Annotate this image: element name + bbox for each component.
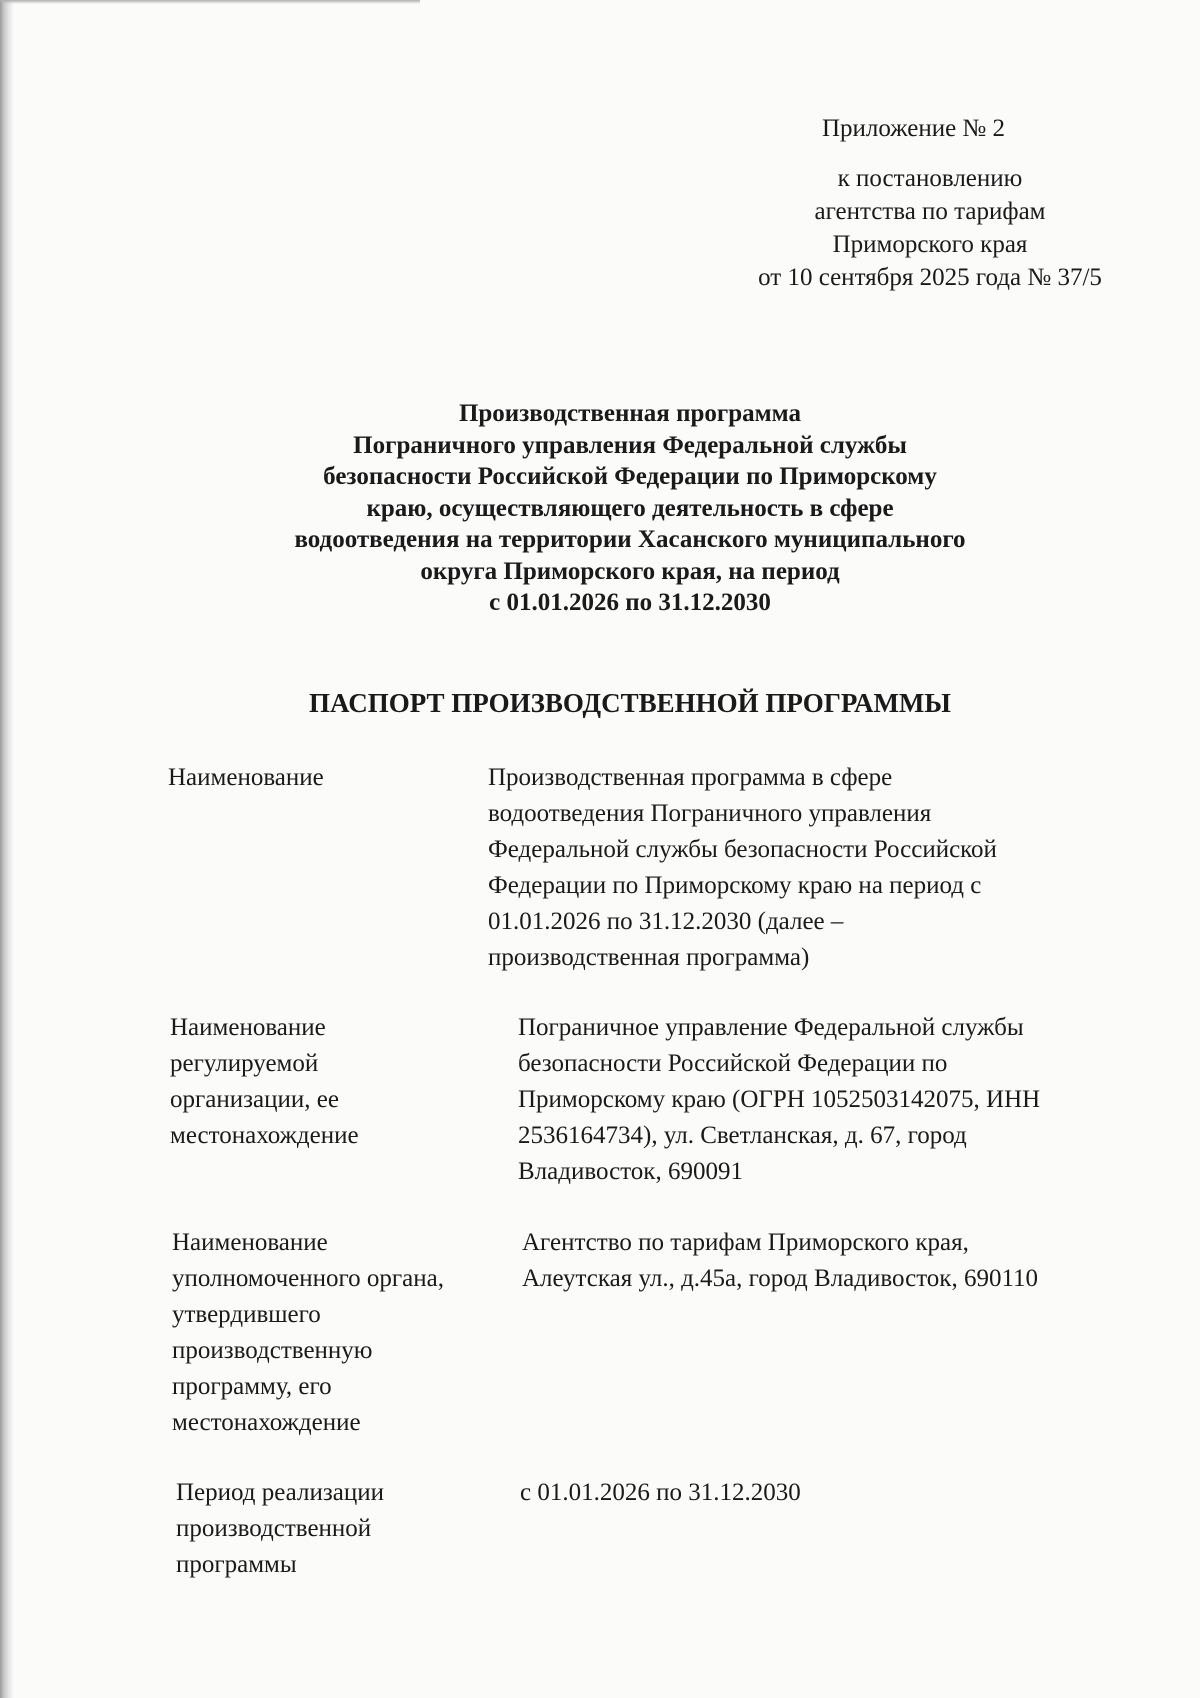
label-line: Период реализации xyxy=(176,1479,384,1506)
label-line: Наименование xyxy=(172,1229,328,1256)
title-line: Производственная программа xyxy=(458,400,802,427)
title-line: безопасности Российской Федерации по Приморскому xyxy=(323,463,937,490)
value-line: 01.01.2026 по 31.12.2030 (далее – xyxy=(488,908,844,935)
value-line: безопасности Российской Федерации по xyxy=(518,1050,948,1077)
row-value xyxy=(522,1225,1132,1297)
label-line: утвердившего xyxy=(172,1301,321,1328)
appendix-details xyxy=(700,162,1160,294)
value-line: водоотведения Пограничного управления xyxy=(488,800,932,827)
value-line: производственная программа) xyxy=(488,944,810,971)
label-line: производственную xyxy=(172,1337,373,1364)
label-line: местонахождение xyxy=(172,1409,361,1436)
label-line: программу, его xyxy=(172,1373,332,1400)
label-line: производственной xyxy=(176,1515,372,1542)
label-line: Наименование xyxy=(168,764,324,791)
row-value xyxy=(520,1475,1130,1511)
title-line: с 01.01.2026 по 31.12.2030 xyxy=(489,589,771,616)
scan-edge-left xyxy=(0,0,14,1698)
row-value xyxy=(518,1010,1128,1190)
value-line: 2536164734), ул. Светланская, д. 67, город xyxy=(518,1122,967,1149)
appendix-line: Приморского края xyxy=(832,231,1028,258)
label-line: программы xyxy=(176,1551,297,1578)
passport-heading: ПАСПОРТ ПРОИЗВОДСТВЕННОЙ ПРОГРАММЫ xyxy=(309,688,951,718)
row-label xyxy=(168,760,488,796)
appendix-line: агентства по тарифам xyxy=(814,198,1046,225)
appendix-number: Приложение № 2 xyxy=(822,115,1006,142)
row-label xyxy=(176,1475,496,1583)
appendix-line: от 10 сентября 2025 года № 37/5 xyxy=(758,264,1102,291)
row-value xyxy=(488,760,1098,976)
label-line: уполномоченного органа, xyxy=(172,1265,444,1292)
row-label xyxy=(170,1010,490,1154)
title-line: краю, осуществляющего деятельность в сфере xyxy=(366,494,894,522)
label-line: регулируемой xyxy=(170,1050,319,1077)
program-title xyxy=(200,398,1060,619)
value-line: с 01.01.2026 по 31.12.2030 xyxy=(520,1479,801,1506)
label-line: Наименование xyxy=(170,1014,326,1041)
title-line: водоотведения на территории Хасанского муниципального xyxy=(294,526,966,553)
value-line: Федеральной службы безопасности Российской xyxy=(488,836,997,863)
label-line: организации, ее xyxy=(170,1086,339,1113)
value-line: Федерации по Приморскому краю на период с xyxy=(488,872,982,899)
row-label xyxy=(172,1225,492,1441)
title-line: округа Приморского края, на период xyxy=(420,557,840,585)
value-line: Агентство по тарифам Приморского края, xyxy=(522,1229,969,1256)
scan-edge-top xyxy=(0,0,420,4)
title-line: Пограничного управления Федеральной службы xyxy=(353,431,907,459)
appendix-line: к постановлению xyxy=(837,165,1023,192)
value-line: Приморскому краю (ОГРН 1052503142075, ИНН xyxy=(518,1086,1041,1113)
label-line: местонахождение xyxy=(170,1122,359,1149)
value-line: Производственная программа в сфере xyxy=(488,764,893,791)
value-line: Пограничное управление Федеральной службы xyxy=(518,1014,1024,1041)
value-line: Алеутская ул., д.45а, город Владивосток, 690110 xyxy=(522,1265,1039,1292)
value-line: Владивосток, 690091 xyxy=(518,1158,743,1185)
